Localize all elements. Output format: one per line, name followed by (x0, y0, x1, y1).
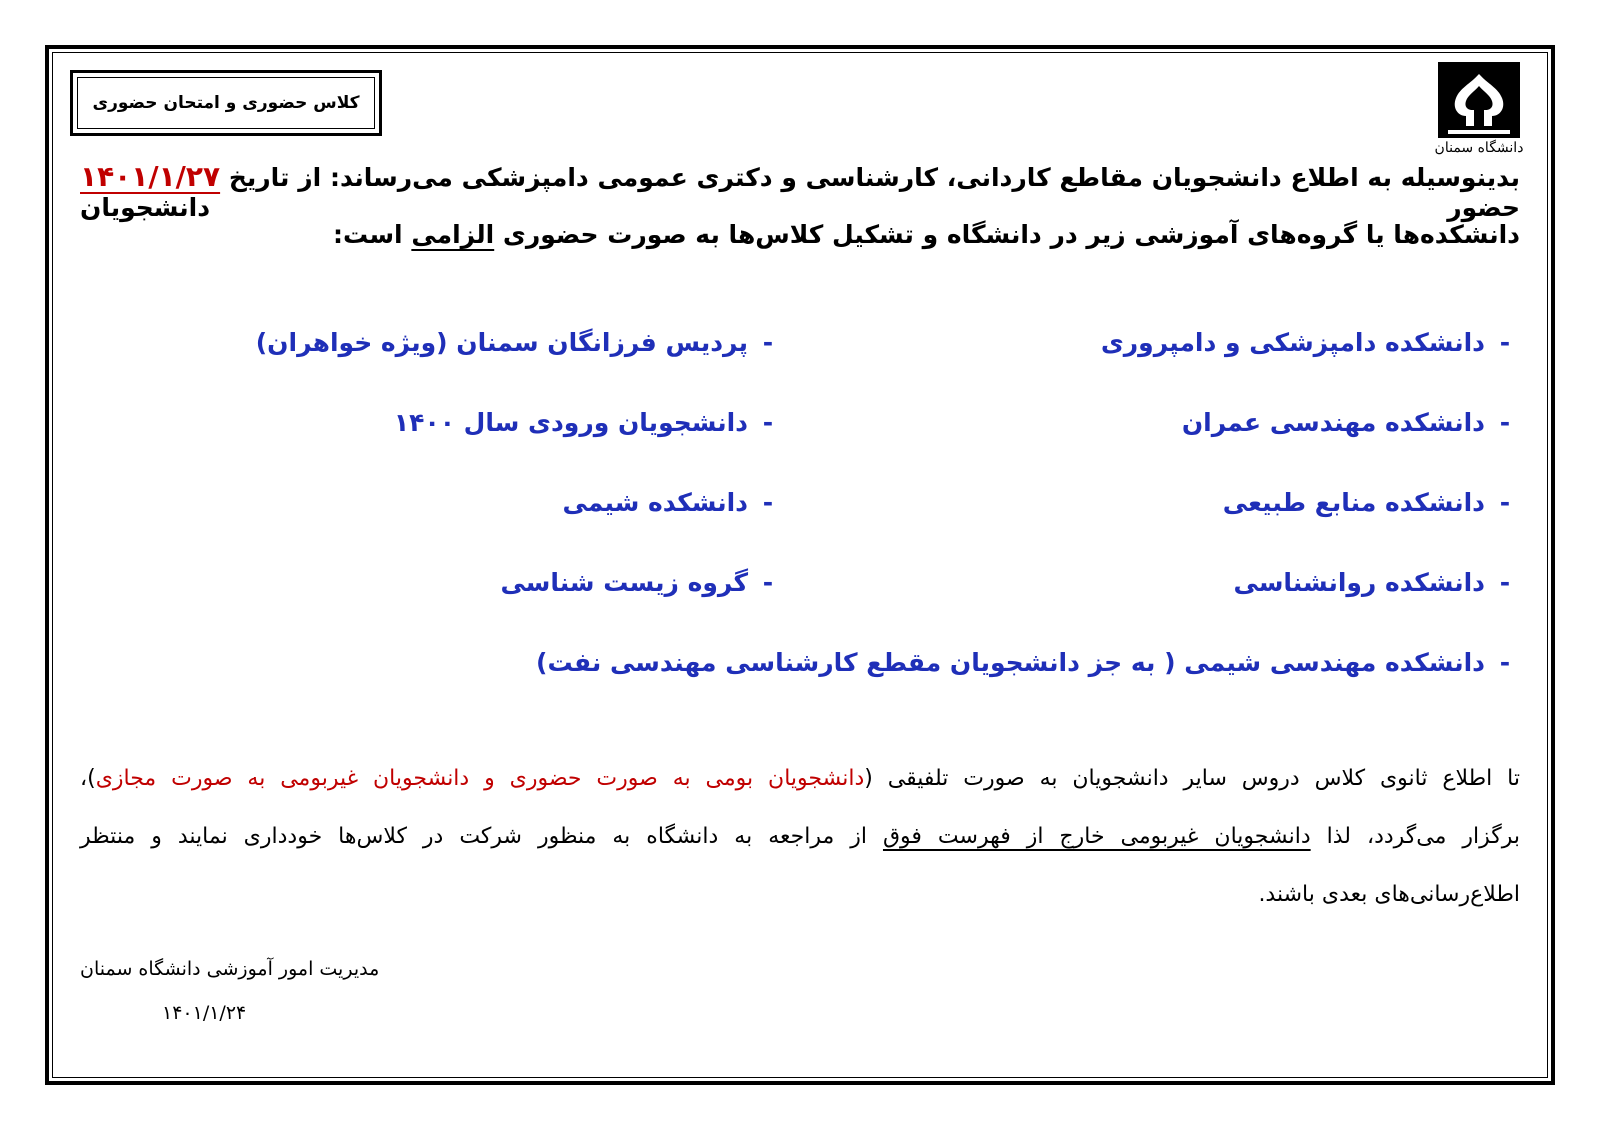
title-box (70, 70, 382, 136)
body-text: )، (80, 766, 96, 791)
intro-line-1 (80, 160, 1520, 222)
title-box-label: کلاس حضوری و امتحان حضوری (77, 77, 375, 129)
mandatory-word: الزامی (411, 220, 495, 249)
intro-line-2-text-a: دانشکده‌ها یا گروه‌های آموزشی زیر در دانشگاه و تشکیل کلاس‌ها به صورت حضوری (502, 220, 1520, 249)
list-item-text: دانشکده منابع طبیعی (1222, 488, 1485, 517)
list-dash: - (762, 488, 774, 517)
list-dash: - (1499, 408, 1511, 437)
body-text: برگزار می‌گردد، لذا (1326, 824, 1520, 849)
body-text: تا اطلاع ثانوی کلاس دروس سایر دانشجویان به صورت تلفیقی ( (864, 766, 1520, 791)
start-date: ۱۴۰۱/۱/۲۷ (80, 160, 221, 193)
hybrid-note: دانشجویان بومی به صورت حضوری و دانشجویان غیربومی به صورت مجازی (95, 766, 865, 791)
list-item-text: پردیس فرزانگان سمنان (ویژه خواهران) (255, 328, 748, 357)
list-item (500, 563, 788, 603)
list-item (1101, 323, 1525, 363)
list-item-text: دانشکده روانشناسی (1233, 568, 1485, 597)
list-dash: - (1499, 328, 1511, 357)
intro-line-1-text-a: بدینوسیله به اطلاع دانشجویان مقاطع کاردانی، کارشناسی و دکتری عمومی دامپزشکی می‌رساند: از تاریخ (228, 163, 1520, 192)
list-item (256, 323, 788, 363)
intro-line-1-text-b: حضور دانشجویان (80, 193, 1520, 222)
list-item-text: دانشکده دامپزشکی و دامپروری (1100, 328, 1485, 357)
logo-caption: دانشگاه سمنان (1434, 140, 1524, 156)
list-item (1182, 403, 1525, 443)
signature-date: ۱۴۰۱/۱/۲۴ (162, 1002, 247, 1024)
list-item (1223, 483, 1525, 523)
body-line-3: اطلاع‌رسانی‌های بعدی باشند. (1258, 882, 1520, 907)
list-dash: - (1499, 648, 1511, 677)
list-dash: - (762, 328, 774, 357)
intro-line-2 (80, 220, 1520, 268)
list-item (562, 483, 788, 523)
list-dash: - (1499, 488, 1511, 517)
list-dash: - (762, 568, 774, 597)
body-text: از مراجعه به دانشگاه به منظور شرکت در کلاس‌ها خودداری نمایند و منتظر (80, 824, 867, 849)
body-paragraph (80, 750, 1520, 924)
signature-org: مدیریت امور آموزشی دانشگاه سمنان (80, 958, 380, 980)
list-item-text: دانشکده مهندسی عمران (1181, 408, 1485, 437)
list-item-text: گروه زیست شناسی (500, 568, 748, 597)
body-line-1 (80, 750, 1520, 808)
list-dash: - (762, 408, 774, 437)
list-item (536, 643, 1525, 683)
list-item-text: دانشکده مهندسی شیمی ( به جز دانشجویان مقطع کارشناسی مهندسی نفت) (536, 648, 1485, 677)
non-native-students-note: دانشجویان غیربومی خارج از فهرست فوق (882, 824, 1311, 849)
intro-line-2-text-b: است: (333, 220, 403, 249)
list-item (1234, 563, 1525, 603)
list-item-text: دانشجویان ورودی سال ۱۴۰۰ (393, 408, 748, 437)
list-item-text: دانشکده شیمی (562, 488, 748, 517)
body-line-2 (80, 808, 1520, 866)
list-item (394, 403, 788, 443)
list-dash: - (1499, 568, 1511, 597)
